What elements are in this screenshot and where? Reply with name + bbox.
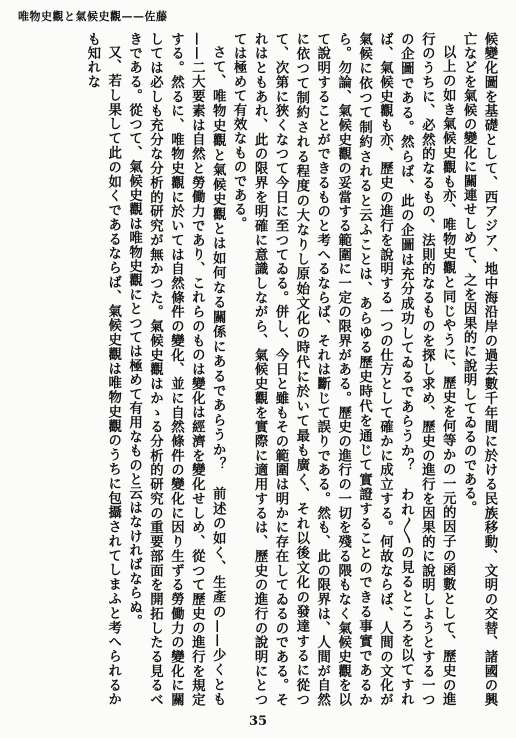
- paragraph-2: 以上の如き氣候史觀も亦、唯物史觀と同じやうに、歷史を何等かの一元的因子の函數として、歷史の進行のうちに、必然的なるもの、法則的なるものを探し求め、歷史の進行を因果的に說明しようとする一つの企圖である。然らば、此の企圖は充分成功してゐるであらうか？ われ〳〵の見るところを以てすれば、氣候史觀も亦、歷史の進行を說明する一つの仕方として確かに成立する。何故ならば、人間の文化が氣候に依つて制約されると云ふことは、あらゆる歷史時代を通じて實證することのできる事實であるから。勿論、氣候史觀の妥當する範圍に一定の限界がある。歷史の進行の一切を殘る隈もなく氣候史觀を以て說明することができるものと考へるならば、それは斷じて誤りである。然も、此の限界は、人間が自然に依つて制約される程度の大なりし原始文化の時代に於いて最も廣く、それ以後文化の發達するに從つて、次第に狹くなつて今日に至つてゐる。併し、今日と雖もその範圍は明かに存在してゐるのである。それはともあれ、此の限界を明確に意識しながら、氣候史觀を實際に適用するは、歷史の進行の說明にとつては極めて有效なものである。: [231, 32, 457, 707]
- body-text: [22, 32, 500, 707]
- paragraph-1: 候變化圖を基礎として、西アジア、地中海沿岸の過去數千年間に於ける民族移動、文明の交替、諸國の興亡などを氣候の變化に關連せしめて、之を因果的に說明してゐるのである。: [461, 32, 498, 707]
- page-number: 35: [248, 714, 268, 729]
- paragraph-3: さて、唯物史觀と氣候史觀とは如何なる關係にあるであらうか？ 前述の如く、生產の——少くとも——二大要素は自然と勞働力であり、これらのものは變化は經濟を變化せしめ、從つて歷史の進行を規定する。然るに、唯物史觀に於いては自然條件の變化、並に自然條件の變化に因り生ずる勞働力の變化に關しては必しも充分な分析的研究が無かつた。氣候史觀はかゝる分析的研究の重要部面を開拓したる見るべきである。從つて、氣候史觀は唯物史觀にとつては極めて有用なものと云はなければならぬ。: [126, 32, 227, 707]
- paragraph-4: 又、若し果して此の如くであるならば、氣候史觀は唯物史觀のうちに包攝されてしまふと考へられるかも知れな: [84, 32, 122, 707]
- running-head: 唯物史觀と氣候史觀——佐藤: [18, 10, 168, 23]
